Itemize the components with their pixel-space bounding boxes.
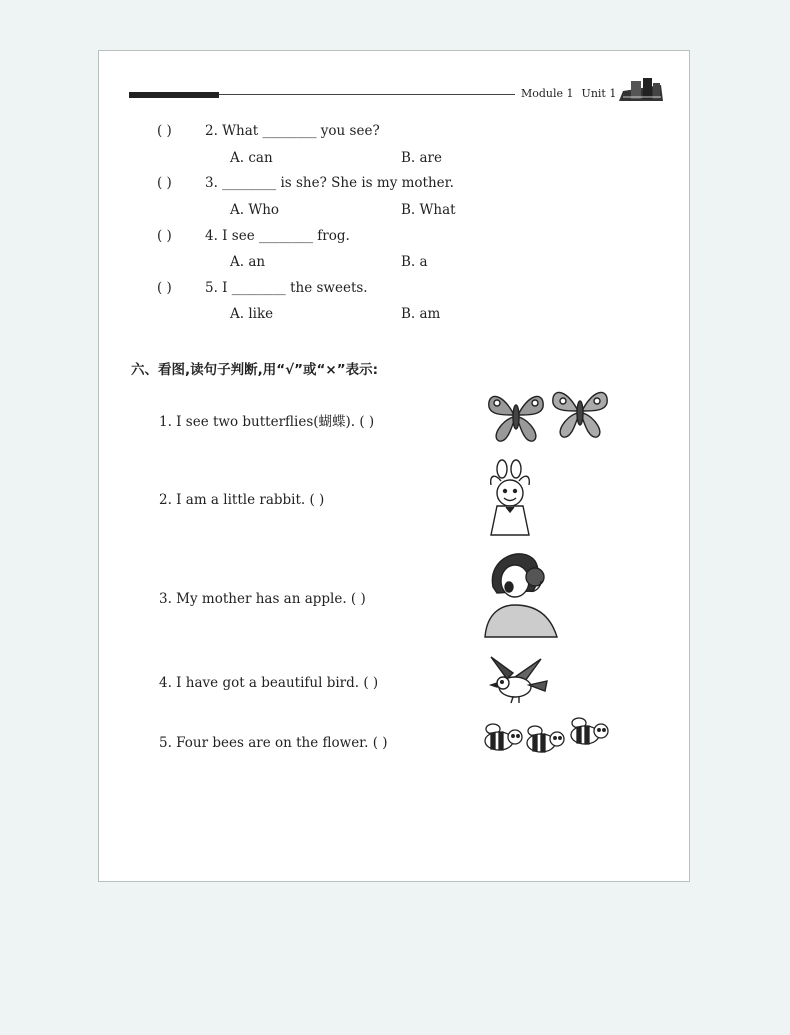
worksheet-page [98,50,690,882]
question-stem: 4. I see ________ frog. [205,228,350,244]
option-a: A. like [230,306,274,322]
header-module: Module 1 [521,87,574,100]
judge-item[interactable]: 4. I have got a beautiful bird. ( ) [159,675,379,691]
bee-icon [571,718,608,744]
question-stem: 5. I ________ the sweets. [205,280,368,296]
bee-icon [485,724,522,750]
header-text [521,87,624,100]
option-b: B. am [401,306,441,322]
judge-item[interactable]: 2. I am a little rabbit. ( ) [159,492,325,508]
judge-item[interactable]: 5. Four bees are on the flower. ( ) [159,735,388,751]
answer-blank[interactable]: ( ) [157,123,172,139]
question-stem: 3. ________ is she? She is my mother. [205,175,454,191]
judge-item[interactable]: 3. My mother has an apple. ( ) [159,591,366,607]
option-a: A. Who [230,202,280,218]
section-title: 六、看图,读句子判断,用“√”或“×”表示: [131,362,378,378]
answer-blank[interactable]: ( ) [157,280,172,296]
option-b: B. are [401,150,442,166]
bird-icon [485,655,551,707]
answer-blank[interactable]: ( ) [157,175,172,191]
butterfly-icon [489,396,543,441]
option-a: A. an [230,254,266,270]
judge-item[interactable]: 1. I see two butterflies(蝴蝶). ( ) [159,414,375,430]
header-rule-thin [219,94,515,95]
header-rule-thick [129,92,219,98]
butterfly-icon [553,392,607,437]
bee-icon [527,726,564,752]
question-stem: 2. What ________ you see? [205,123,380,139]
option-b: B. a [401,254,428,270]
books-logo-icon [617,77,665,103]
bees-picture [481,715,615,759]
option-b: B. What [401,202,456,218]
woman-eating-picture [483,547,559,639]
option-a: A. can [230,150,273,166]
boy-rabbit-picture [485,459,535,537]
answer-blank[interactable]: ( ) [157,228,172,244]
butterflies-picture [485,385,617,447]
header-unit: Unit 1 [581,87,617,100]
